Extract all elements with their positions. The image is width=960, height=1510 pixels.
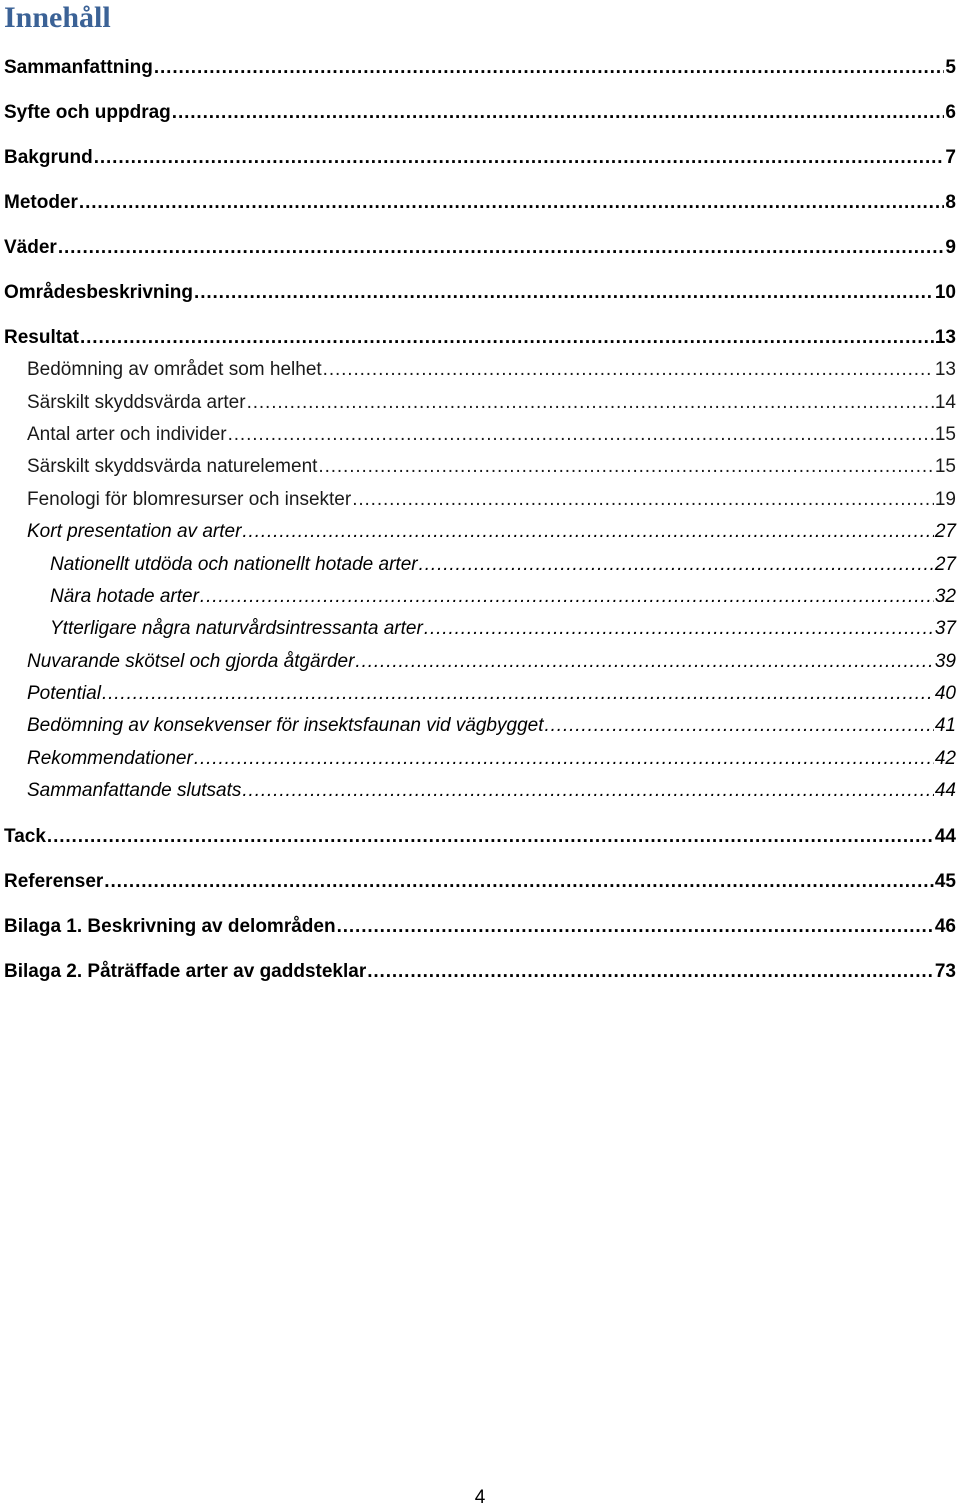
toc-entry-label: Väder [4,237,57,258]
toc-entry-label: Bedömning av området som helhet [27,359,322,380]
dot-leader [228,423,934,447]
toc-entry-page: 46 [934,916,956,937]
toc-entry-page: 5 [945,57,956,78]
toc-entry-label: Kort presentation av arter [27,521,242,542]
toc-entry-page: 73 [934,961,956,982]
toc-entry-page: 44 [934,780,956,801]
toc-entry-page: 32 [934,586,956,607]
toc-entry-page: 41 [934,715,956,736]
toc-entry-label: Nuvarande skötsel och gjorda åtgärder [27,651,355,672]
toc-entry-label: Nationellt utdöda och nationellt hotade arter [50,554,418,575]
toc-entry-sammanfattande-slutsats[interactable] [4,779,956,803]
dot-leader [79,191,945,215]
toc-entry-page: 40 [934,683,956,704]
toc-entry-metoder[interactable] [4,191,956,215]
toc-entry-page: 15 [934,424,956,445]
toc-entry-nationellt-utdoda[interactable] [4,553,956,577]
toc-entry-rekommendationer[interactable] [4,747,956,771]
toc-entry-page: 44 [934,826,956,847]
dot-leader [94,146,945,170]
toc-entry-page: 9 [945,237,956,258]
dot-leader [337,915,934,939]
dot-leader [104,870,934,894]
page-title: Innehåll [4,1,111,34]
dot-leader [154,56,945,80]
toc-entry-label: Referenser [4,871,104,892]
toc-entry-sarskilt-skyddsvarda-naturelement[interactable] [4,455,956,479]
toc-entry-page: 6 [945,102,956,123]
toc-entry-label: Nära hotade arter [50,586,199,607]
toc-entry-label: Resultat [4,327,79,348]
toc-entry-label: Fenologi för blomresurser och insekter [27,489,352,510]
dot-leader [102,682,934,706]
toc-entry-bedomning-av-omradet[interactable] [4,358,956,382]
toc-entry-label: Sammanfattning [4,57,153,78]
toc-entry-label: Särskilt skyddsvärda naturelement [27,456,318,477]
toc-entry-page: 42 [934,748,956,769]
toc-entry-page: 39 [934,651,956,672]
toc-entry-label: Potential [27,683,101,704]
toc-entry-label: Bilaga 2. Påträffade arter av gaddsteklar [4,961,367,982]
toc-entry-label: Antal arter och individer [27,424,227,445]
toc-entry-kort-presentation[interactable] [4,520,956,544]
dot-leader [194,747,934,771]
dot-leader [200,585,934,609]
toc-entry-bilaga-2[interactable] [4,960,956,984]
toc-entry-label: Metoder [4,192,78,213]
toc-entry-omradesbeskrivning[interactable] [4,281,956,305]
toc-entry-bedomning-av-konsekvenser[interactable] [4,714,956,738]
toc-entry-resultat[interactable] [4,326,956,350]
dot-leader [58,236,945,260]
toc-entry-ytterligare-arter[interactable] [4,617,956,641]
toc-entry-vader[interactable] [4,236,956,260]
dot-leader [352,488,934,512]
toc-entry-page: 19 [934,489,956,510]
dot-leader [194,281,934,305]
page-number: 4 [474,1487,486,1508]
toc-entry-antal-arter-och-individer[interactable] [4,423,956,447]
toc-entry-page: 7 [945,147,956,168]
dot-leader [424,617,934,641]
toc-entry-bakgrund[interactable] [4,146,956,170]
toc-entry-label: Områdesbeskrivning [4,282,194,303]
toc-entry-referenser[interactable] [4,870,956,894]
dot-leader [355,650,933,674]
toc-entry-syfte-och-uppdrag[interactable] [4,101,956,125]
toc-entry-fenologi[interactable] [4,488,956,512]
toc-entry-nuvarande-skotsel[interactable] [4,650,956,674]
toc-entry-label: Rekommendationer [27,748,193,769]
toc-entry-page: 14 [934,392,956,413]
dot-leader [242,779,933,803]
dot-leader [367,960,934,984]
toc-entry-sarskilt-skyddsvarda-arter[interactable] [4,391,956,415]
toc-entry-page: 27 [934,554,956,575]
toc-entry-label: Syfte och uppdrag [4,102,171,123]
toc-entry-bilaga-1[interactable] [4,915,956,939]
toc-entry-potential[interactable] [4,682,956,706]
toc-entry-sammanfattning[interactable] [4,56,956,80]
toc-entry-nara-hotade-arter[interactable] [4,585,956,609]
dot-leader [247,391,934,415]
dot-leader [242,520,933,544]
dot-leader [80,326,934,350]
toc-entry-page: 27 [934,521,956,542]
dot-leader [172,101,945,125]
toc-entry-label: Bilaga 1. Beskrivning av delområden [4,916,336,937]
toc-entry-label: Bakgrund [4,147,93,168]
dot-leader [419,553,934,577]
dot-leader [544,714,933,738]
toc-entry-page: 8 [945,192,956,213]
toc-entry-label: Särskilt skyddsvärda arter [27,392,246,413]
toc-entry-label: Ytterligare några naturvårdsintressanta arter [50,618,423,639]
toc-entry-page: 13 [934,327,956,348]
dot-leader [47,825,934,849]
toc-entry-label: Sammanfattande slutsats [27,780,242,801]
dot-leader [323,358,934,382]
toc-entry-page: 10 [934,282,956,303]
dot-leader [318,455,933,479]
toc-entry-page: 15 [934,456,956,477]
toc-entry-page: 13 [934,359,956,380]
toc-entry-label: Bedömning av konsekvenser för insektsfaunan vid vägbygget [27,715,544,736]
toc-entry-tack[interactable] [4,825,956,849]
toc-entry-label: Tack [4,826,46,847]
toc-entry-page: 37 [934,618,956,639]
toc-entry-page: 45 [934,871,956,892]
